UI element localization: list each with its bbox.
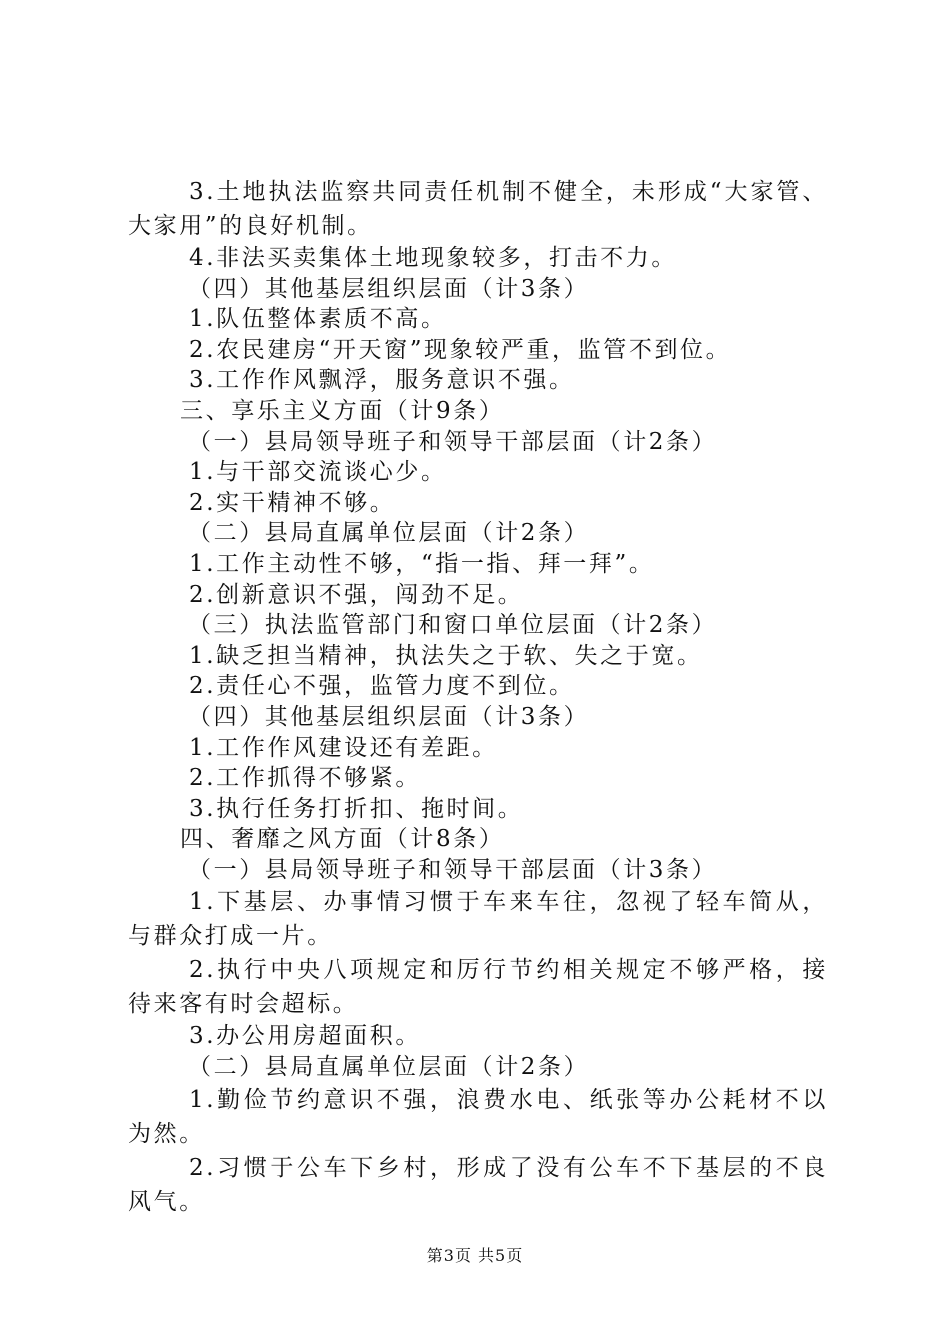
text-line: 2.实干精神不够。 <box>189 489 396 516</box>
text-line: （一）县局领导班子和领导干部层面（计3条） <box>188 856 718 883</box>
text-line: 1.工作作风建设还有差距。 <box>189 734 498 761</box>
text-line: 2.创新意识不强，闯劲不足。 <box>189 581 524 608</box>
text-line: 3.执行任务打折扣、拖时间。 <box>189 795 524 822</box>
paragraph: 1.勤俭节约意识不强，浪费水电、纸张等办公耗材不以为然。 <box>128 1086 828 1147</box>
text-line: 四、奢靡之风方面（计8条） <box>180 826 505 853</box>
text-line: 3.工作作风飘浮，服务意识不强。 <box>189 367 575 394</box>
text-line: 1.工作主动性不够，“指一指、拜一拜”。 <box>189 550 655 577</box>
text-line: （四）其他基层组织层面（计3条） <box>188 703 590 730</box>
text-line: （一）县局领导班子和领导干部层面（计2条） <box>188 428 718 455</box>
page-footer: 第3页 共5页 <box>426 1246 524 1265</box>
paragraph: 2.习惯于公车下乡村，形成了没有公车不下基层的不良风气。 <box>128 1154 828 1215</box>
document-body <box>128 175 828 1219</box>
text-line: 4.非法买卖集体土地现象较多，打击不力。 <box>189 245 677 271</box>
text-line: 1.与干部交流谈心少。 <box>189 459 447 486</box>
paragraph: 3.土地执法监察共同责任机制不健全，未形成“大家管、大家用”的良好机制。 <box>128 179 828 239</box>
text-line: 2.工作抓得不够紧。 <box>189 765 421 792</box>
text-line: 1.缺乏担当精神，执法失之于软、失之于宽。 <box>189 642 703 669</box>
text-line: （二）县局直属单位层面（计2条） <box>188 1054 590 1081</box>
text-line: 2.责任心不强，监管力度不到位。 <box>189 673 575 700</box>
text-line: 1.队伍整体素质不高。 <box>189 306 447 333</box>
paragraph: 2.执行中央八项规定和厉行节约相关规定不够严格，接待来客有时会超标。 <box>128 957 828 1018</box>
text-line: 三、享乐主义方面（计9条） <box>180 397 505 424</box>
text-line: 2.农民建房“开天窗”现象较严重，监管不到位。 <box>189 336 732 363</box>
paragraph: 1.下基层、办事情习惯于车来车往，忽视了轻车简从，与群众打成一片。 <box>128 889 828 950</box>
text-line: 3.办公用房超面积。 <box>189 1023 421 1050</box>
text-line: （三）执法监管部门和窗口单位层面（计2条） <box>188 612 718 639</box>
text-line: （二）县局直属单位层面（计2条） <box>188 520 590 547</box>
text-line: （四）其他基层组织层面（计3条） <box>188 275 590 302</box>
